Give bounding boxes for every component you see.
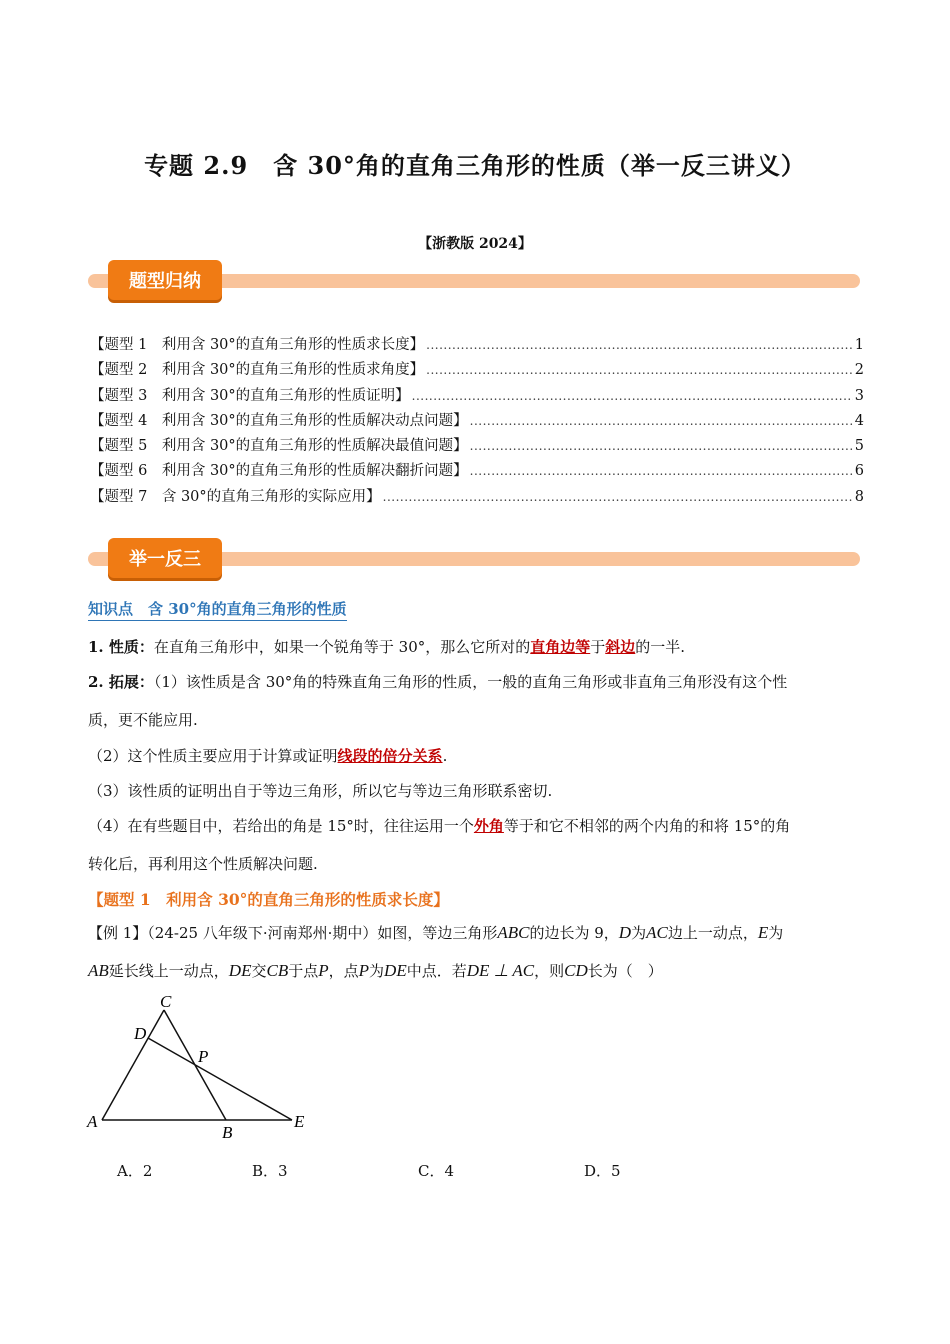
text-run: 中点．若 <box>406 962 467 980</box>
math-var: P <box>318 961 329 980</box>
toc-item[interactable] <box>90 485 864 510</box>
line-de <box>148 1038 292 1120</box>
knowledge-heading-row <box>88 598 868 621</box>
text-run: （4）在有些题目中，若给出的角是 15°时，往往运用一个 <box>88 817 474 835</box>
section-banner-types <box>88 260 860 302</box>
example-line-1 <box>88 922 868 943</box>
math-var: P <box>358 961 370 980</box>
toc-item-label: 【题型 2 利用含 30°的直角三角形的性质求角度】 <box>90 362 425 379</box>
side-ac <box>102 1010 164 1120</box>
text-run: 长为（ ） <box>587 962 663 980</box>
toc-item-page: 8 <box>854 488 864 505</box>
text-run: 等于和它不相邻的两个内角的和将 15°的角 <box>503 817 791 835</box>
toc-item-page: 5 <box>854 438 864 455</box>
toc-item-label: 【题型 3 利用含 30°的直角三角形的性质证明】 <box>90 387 410 404</box>
option-a[interactable]: A．2 <box>117 1162 153 1180</box>
toc-item[interactable] <box>90 358 864 383</box>
label-p: P <box>198 1047 209 1066</box>
toc-item[interactable] <box>90 333 864 358</box>
knowledge-extension <box>88 671 868 692</box>
math-var: DE <box>384 961 407 980</box>
edition-label: 【浙教版 2024】 <box>418 236 532 252</box>
knowledge-point-4 <box>88 815 868 836</box>
text-run: 在直角三角形中，如果一个锐角等于 30°，那么它所对的 <box>153 638 531 656</box>
text-run: . <box>442 747 448 765</box>
toc-item[interactable] <box>90 409 864 434</box>
text-run: 边上一动点， <box>667 924 758 942</box>
item-number: 1. 性质： <box>88 638 154 656</box>
toc-leader <box>470 414 853 428</box>
toc-leader <box>426 338 853 352</box>
text-run: ，点 <box>328 962 359 980</box>
geometry-figure <box>84 990 324 1140</box>
page-title: 专题 2.9 含 30°角的直角三角形的性质（举一反三讲义） <box>144 151 806 180</box>
type1-heading-row <box>88 888 868 910</box>
toc-leader <box>426 363 853 377</box>
toc-item-page: 4 <box>854 412 864 429</box>
type1-heading: 【题型 1 利用含 30°的直角三角形的性质求长度】 <box>88 890 449 909</box>
knowledge-point-2 <box>88 745 868 766</box>
toc-item-label: 【题型 4 利用含 30°的直角三角形的性质解决动点问题】 <box>90 412 468 429</box>
text-run: ，则 <box>534 962 565 980</box>
text-run: 延长线上一动点， <box>108 962 229 980</box>
text-run: （2）这个性质主要应用于计算或证明 <box>88 747 338 765</box>
knowledge-point-4-cont: 转化后，再利用这个性质解决问题. <box>88 855 318 873</box>
text-run: 为 <box>369 962 385 980</box>
toc-item-label: 【题型 6 利用含 30°的直角三角形的性质解决翻折问题】 <box>90 463 468 480</box>
option-b[interactable]: B．3 <box>252 1162 288 1180</box>
text-run: 的一半. <box>635 638 686 656</box>
knowledge-property <box>88 636 868 657</box>
text-run: 为 <box>768 924 784 942</box>
text-run: 为 <box>631 924 647 942</box>
toc-leader <box>383 490 853 504</box>
toc-item-page: 1 <box>854 337 864 353</box>
knowledge-point-3: （3）该性质的证明出自于等边三角形，所以它与等边三角形联系密切. <box>88 782 553 800</box>
text-run: 【例 1】（24-25 八年级下·河南郑州·期中）如图，等边三角形 <box>88 924 498 942</box>
label-a: A <box>87 1112 98 1131</box>
text-run: 的边长为 9， <box>529 924 619 942</box>
toc-leader <box>470 439 853 453</box>
option-c[interactable]: C．4 <box>418 1162 455 1180</box>
math-var: D <box>618 923 632 942</box>
label-d: D <box>134 1024 147 1043</box>
highlight-text: 斜边 <box>605 638 636 656</box>
toc-item-page: 6 <box>854 463 864 480</box>
banner-badge: 题型归纳 <box>108 260 222 300</box>
toc-leader <box>470 464 853 478</box>
math-expression: DE ⊥ AC <box>466 961 535 980</box>
option-d[interactable]: D．5 <box>584 1162 621 1180</box>
example-line-2 <box>88 960 868 981</box>
highlight-text: 直角边等 <box>530 638 591 656</box>
text-run: （1）该性质是含 30°角的特殊直角三角形的性质，一般的直角三角形或非直角三角形没有这个性 <box>153 673 788 691</box>
toc-item-label: 【题型 7 含 30°的直角三角形的实际应用】 <box>90 488 381 505</box>
label-b: B <box>222 1123 233 1140</box>
toc-item-page: 2 <box>854 362 864 379</box>
math-var: CB <box>266 961 289 980</box>
item-number: 2. 拓展： <box>88 673 154 691</box>
toc-item[interactable] <box>90 434 864 459</box>
table-of-contents <box>90 333 864 510</box>
banner-badge: 举一反三 <box>108 538 222 578</box>
toc-item-page: 3 <box>854 387 864 404</box>
text-run: 交 <box>251 962 267 980</box>
math-var: AC <box>646 923 668 942</box>
knowledge-heading: 知识点 含 30°角的直角三角形的性质 <box>88 598 347 621</box>
text-run: 于点 <box>288 962 319 980</box>
math-var: E <box>757 923 769 942</box>
toc-leader <box>412 389 853 403</box>
math-var: CD <box>564 961 588 980</box>
math-var: AB <box>88 961 109 980</box>
toc-item-label: 【题型 1 利用含 30°的直角三角形的性质求长度】 <box>90 337 425 353</box>
toc-item-label: 【题型 5 利用含 30°的直角三角形的性质解决最值问题】 <box>90 438 468 455</box>
label-e: E <box>294 1112 305 1131</box>
toc-item[interactable] <box>90 384 864 409</box>
math-var: ABC <box>497 923 530 942</box>
knowledge-extension-cont: 质，更不能应用. <box>88 711 198 729</box>
text-run: 于 <box>590 638 606 656</box>
toc-item[interactable] <box>90 459 864 484</box>
highlight-text: 线段的倍分关系 <box>337 747 443 765</box>
section-banner-examples <box>88 538 860 580</box>
highlight-text: 外角 <box>473 817 504 835</box>
label-c: C <box>160 992 172 1011</box>
math-var: DE <box>228 961 252 980</box>
